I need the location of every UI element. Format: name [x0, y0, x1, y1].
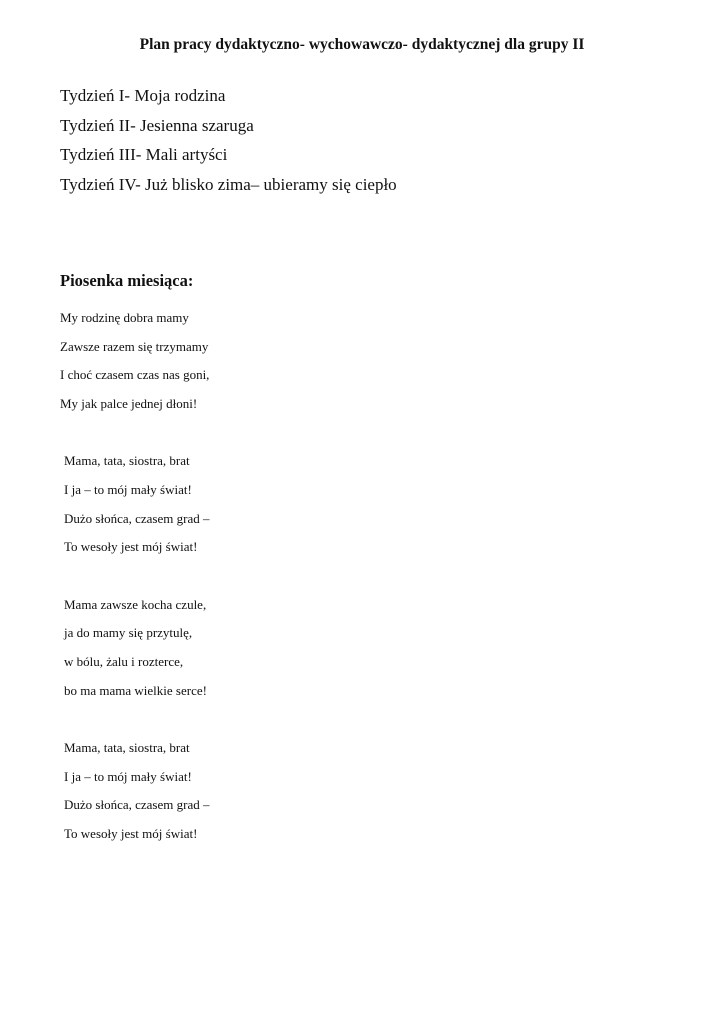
week-item: Tydzień I- Moja rodzina — [60, 86, 226, 105]
lyric-line: To wesoły jest mój świat! — [64, 539, 198, 555]
lyric-line: Dużo słońca, czasem grad – — [64, 797, 210, 813]
week-item: Tydzień III- Mali artyści — [60, 145, 228, 164]
lyric-line: Mama, tata, siostra, brat — [64, 739, 190, 755]
lyric-line: I ja – to mój mały świat! — [64, 482, 192, 498]
page-title: Plan pracy dydaktyczno- wychowawczo- dydaktycznej dla grupy II — [139, 36, 585, 53]
week-item: Tydzień II- Jesienna szaruga — [60, 115, 254, 135]
lyric-line: ja do mamy się przytulę, — [64, 625, 193, 641]
stanza — [60, 447, 209, 562]
song-heading: Piosenka miesiąca: — [60, 271, 194, 290]
stanza — [60, 304, 209, 419]
lyric-line: Zawsze razem się trzymamy — [60, 338, 209, 354]
weeks-list — [60, 84, 397, 202]
lyric-line: Mama zawsze kocha czule, — [64, 596, 207, 612]
lyric-line: w bólu, żalu i rozterce, — [64, 654, 184, 670]
lyric-line: My rodzinę dobra mamy — [60, 310, 189, 325]
lyric-line: bo ma mama wielkie serce! — [64, 682, 207, 698]
stanza — [60, 591, 209, 706]
lyric-line: To wesoły jest mój świat! — [64, 826, 198, 842]
stanza — [60, 734, 209, 849]
week-item: Tydzień IV- Już blisko zima– ubieramy się ciepło — [60, 174, 397, 194]
lyric-line: Dużo słońca, czasem grad – — [64, 510, 210, 526]
lyric-line: I choć czasem czas nas goni, — [60, 367, 210, 383]
lyric-line: I ja – to mój mały świat! — [64, 768, 192, 784]
lyric-line: My jak palce jednej dłoni! — [60, 396, 198, 412]
lyric-line: Mama, tata, siostra, brat — [64, 453, 190, 469]
song-lyrics — [60, 304, 209, 877]
